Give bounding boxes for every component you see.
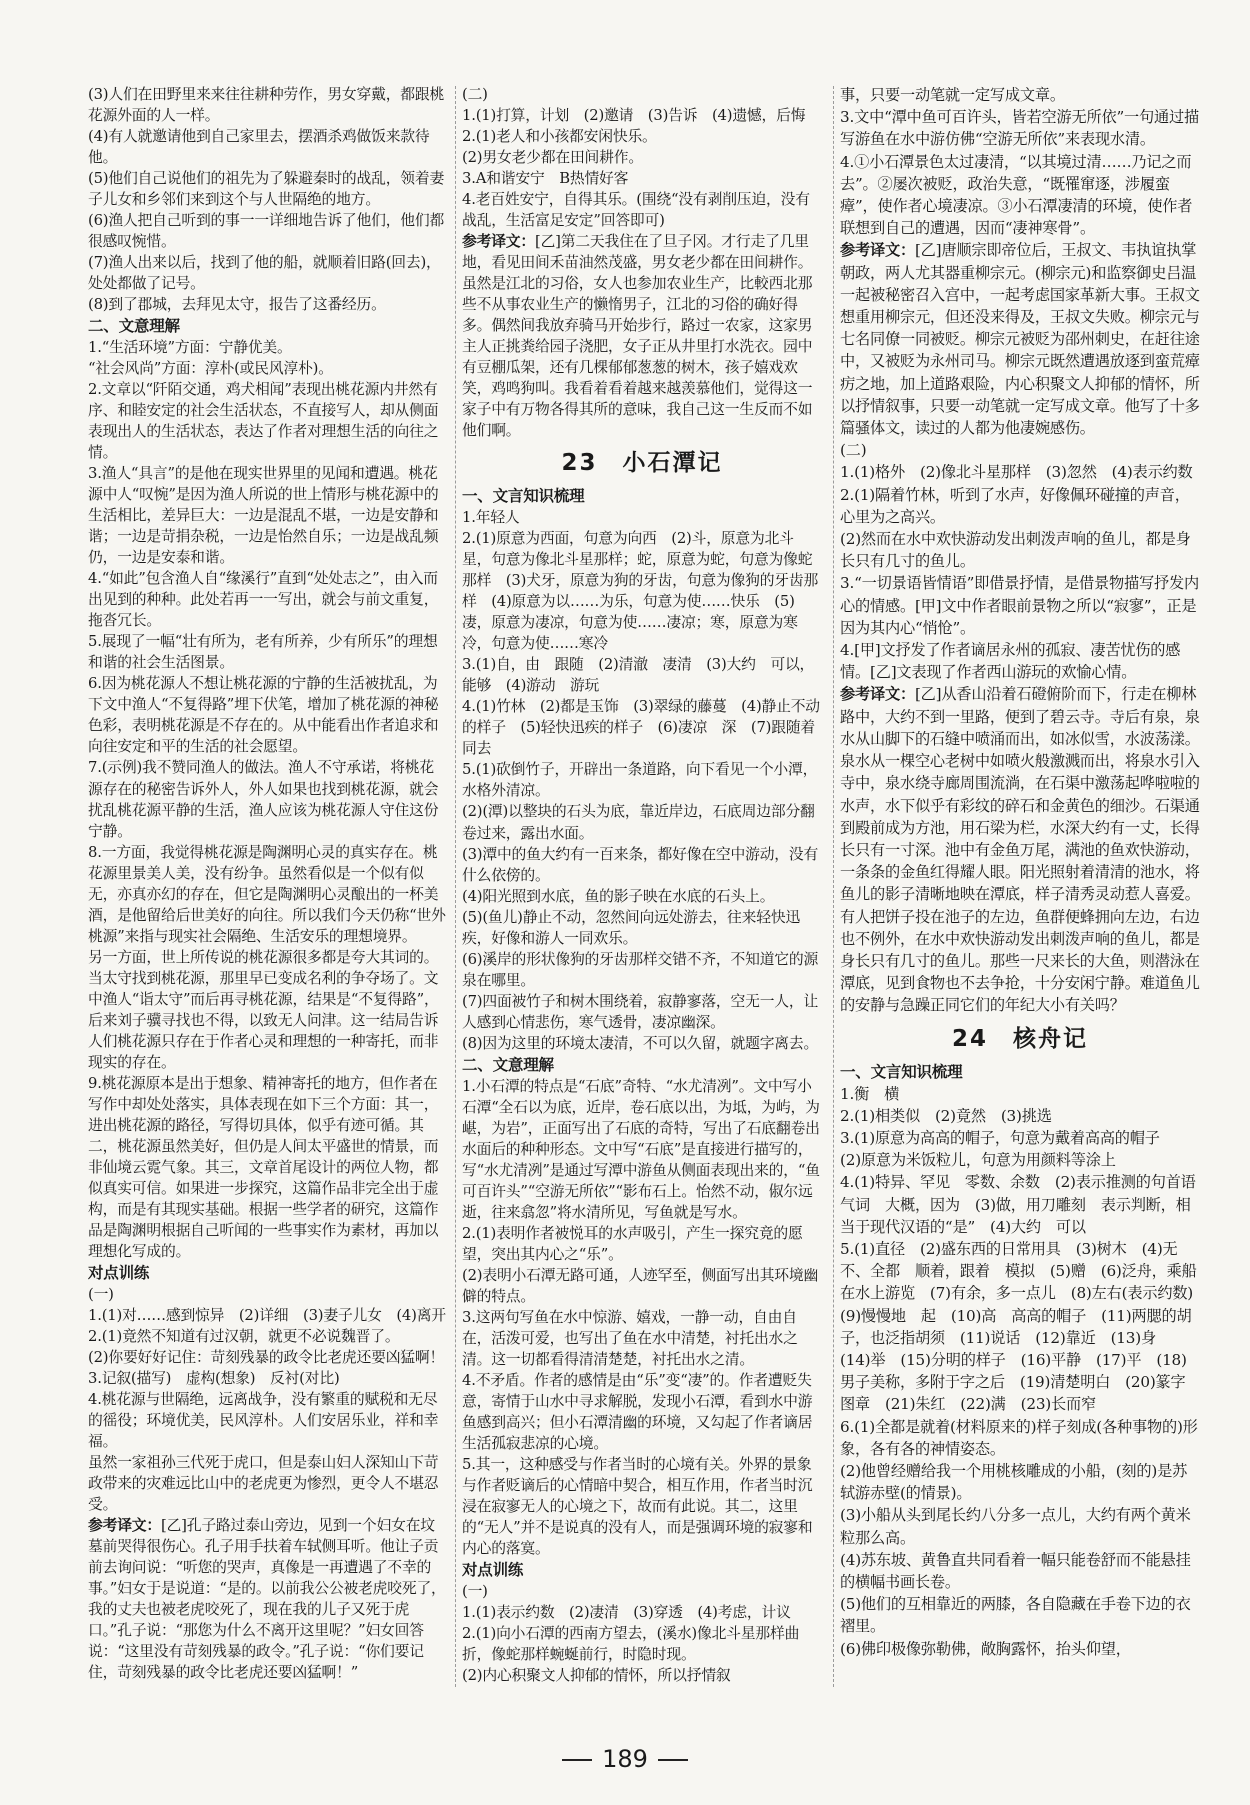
comprehension-answers: 1.小石潭的特点是“石底”奇特、“水尤清冽”。文中写小石潭“全石以为底，近岸，卷石底以出，为坻，为屿，为嵁，为岩”，正面写出了石底的奇特，写出了石底翻卷出水面后的种种形态。文中写“石底”是直接进行描写的，写“水尤清冽”是通过写潭中游鱼从侧面表现出来的，“鱼可百许头”“空游无所依”“影布石上。怡然不动，俶尔远逝，往来翕忽”将水清所见，写鱼就是写水。 2.(1)表明作者被悦耳的水声吸引，产生一探究竟的愿望，突出其内心之“乐”。 (2)表明小石潭无路可通，人迹罕至，侧面写出其环境幽僻的特点。 3.这两句写鱼在水中惊游、嬉戏，一静一动，自由自在，活泼可爱，也写出了鱼在水中清楚，衬托出水之清。这一切都看得清清楚楚，衬托出水之清。 4.不矛盾。作者的感情是由“乐”变“凄”的。作者遭贬失意，寄情于山水中寻求解脱，发现小石潭，看到水中游鱼感到高兴；但小石潭清幽的环境，又勾起了作者谪居生活孤寂悲凉的心境。 5.其一，这种感受与作者当时的心境有关。外界的景象与作者贬谪后的心情暗中契合，相互作用，作者当时沉浸在寂寥无人的心境之下，故而有此说。其二，这里的“无人”并不是说真的没有人，而是强调环境的寂寥和内心的落寞。 (462, 1077, 820, 1558)
reference-translation-label: 参考译文： (88, 1517, 161, 1535)
section-heading-comprehension: 二、文意理解 (88, 317, 180, 336)
section-heading-classical-knowledge: 一、文言知识梳理 (840, 1062, 963, 1081)
page-number-dash (562, 1759, 592, 1761)
reference-translation-text: [乙]从香山沿着石磴俯阶而下，行走在柳林路中，大约不到一里路，便到了碧云寺。寺后有泉，泉水从山脚下的石缝中喷涌而出，如冰似雪，水波荡漾。泉水从一棵空心老树中如喷火般激溅而出，将泉水引入寺中，泉水绕寺廊周围流淌，在石渠中激荡起哗啦啦的水声，水下似乎有彩纹的碎石和金黄色的细沙。石渠通到殿前成为方池，用石梁为栏，水深大约有一丈，长得长只有一寸深。池中有金鱼万尾，满池的鱼欢快游动，一条条的金鱼红得耀人眼。阳光照射着清清的池水，将鱼儿的影子清晰地映在潭底，样子清秀灵动惹人喜爱。有人把饼子投在池子的左边，鱼群便蜂拥向左边，右边也不例外，在水中欢快游动发出刺泼声响的鱼儿，都是身长只有几寸的鱼儿。那些一尺来长的大鱼，则潜泳在潭底，见到食物也不去争抢，十分安闲宁静。难道鱼儿的安静与急躁正同它们的年纪大小有关吗？ (840, 685, 1200, 1015)
reference-translation (840, 683, 1200, 1016)
practice-answers-part2: (二) 1.(1)打算，计划 (2)邀请 (3)告诉 (4)遗憾，后悔 2.(1)老人和小孩都安闲快乐。 (2)男女老少都在田间耕作。 3.A和谐安宁 B热情好客 4.老百姓安宁，自得其乐。(围绕“没有剥削压迫，没有战乱，生活富足安定”回答即可) (462, 86, 810, 230)
reference-translation-text: [乙]第二天我住在了旦子冈。才行走了几里地，看见田间禾苗油然茂盛，男女老少都在田间耕作。虽然是江北的习俗，女人也参加农业生产，比較西北那些不从事农业生产的懒惰男子，江北的习俗的确好得多。偶然间我放弃骑马开始步行，路过一农家，这家男主人正挑粪给园子浇肥，女子正从井里打水洗衣。园中有豆棚瓜架，还有几棵郁郁葱葱的树木，孩子嬉戏欢笑，鸡鸣狗叫。我看着看着越来越羡慕他们，觉得这一家子中有万物各得其所的意味，我自己这一生反而不如他们啊。 (462, 233, 813, 440)
section-heading-comprehension: 二、文意理解 (462, 1055, 554, 1074)
section-heading-practice: 对点训练 (88, 1263, 150, 1282)
practice-answers-part2: (二) 1.(1)格外 (2)像北斗星那样 (3)忽然 (4)表示约数 2.(1)隔着竹林，听到了水声，好像佩环碰撞的声音，心里为之高兴。 (2)然而在水中欢快游动发出刺泼声响的鱼儿，都是身长只有几寸的鱼儿。 3.“一切景语皆情语”即借景抒情，是借景物描写抒发内心的情感。[甲]文中作者眼前景物之所以“寂寥”，正是因为其内心“悄怆”。 4.[甲]文抒发了作者谪居永州的孤寂、凄苦忧伤的感情。[乙]文表现了作者西山游玩的欢愉心情。 (840, 441, 1199, 682)
page-number (0, 1745, 1250, 1773)
classical-knowledge-answers: 1.衡 横 2.(1)相类似 (2)竟然 (3)挑选 3.(1)原意为高高的帽子，句意为戴着高高的帽子 (2)原意为米饭粒儿，句意为用颜料等涂上 4.(1)特异、罕见 零数、余数 (2)表示推测的句首语气词 大概，因为 (3)做，用刀雕刻 表示判断，相当于现代汉语的“是” (4)大约 可以 5.(1)直径 (2)盛东西的日常用具 (3)树木 (4)无不、全都 顺着，跟着 模拟 (5)赠 (6)泛舟，乘船在水上游览 (7)有余，多一点儿 (8)左右(表示约数) (9)慢慢地 起 (10)高 高高的帽子 (11)两腮的胡子，也泛指胡须 (11)说话 (12)靠近 (13)身 (14)举 (15)分明的样子 (16)平静 (17)平 (18)男子美称，多附于字之后 (19)清楚明白 (20)篆字图章 (21)朱红 (22)满 (23)长而窄 6.(1)全都是就着(材料原来的)样子刻成(各种事物的)形象，各有各的神情姿态。 (2)他曾经赠给我一个用桃核雕成的小船，(刻的)是苏轼游赤壁(的情景)。 (3)小船从头到尾长约八分多一点儿，大约有两个黄米粒那么高。 (4)苏东坡、黄鲁直共同看着一幅只能卷舒而不能悬挂的横幅书画长卷。 (5)他们的互相靠近的两膝，各自隐藏在手卷下边的衣褶里。 (6)佛印极像弥勒佛，敞胸露怀，抬头仰望， (840, 1084, 1198, 1658)
column-left (88, 84, 448, 1683)
column-right (840, 84, 1200, 1660)
comprehension-answers: 1.“生活环境”方面：宁静优美。 “社会风尚”方面：淳朴(或民风淳朴)。 2.文章以“阡陌交通，鸡犬相闻”表现出桃花源内井然有序、和睦安定的社会生活状态，不直接写人，却从侧面表现出人的生活状态，表达了作者对理想生活的向往之情。 3.渔人“具言”的是他在现实世界里的见闻和遭遇。桃花源中人“叹惋”是因为渔人所说的世上情形与桃花源中的生活相比，差异巨大：一边是混乱不堪，一边是安静和谐；一边是苛捐杂税，一边是怡然自乐；一边是战乱频仍，一边是安泰和谐。 4.“如此”包含渔人自“缘溪行”直到“处处志之”，由入而出见到的种种。此处若再一一写出，就会与前文重复，拖沓冗长。 5.展现了一幅“壮有所为，老有所养，少有所乐”的理想和谐的社会生活图景。 6.因为桃花源人不想让桃花源的宁静的生活被扰乱，为下文中渔人“不复得路”埋下伏笔，增加了桃花源的神秘色彩，表明桃花源是不存在的。从中能看出作者追求和向往安定和平的生活的社会愿望。 7.(示例)我不赞同渔人的做法。渔人不守承诺，将桃花源存在的秘密告诉外人，外人如果也找到桃花源，就会扰乱桃花源平静的生活，渔人应该为桃花源人守住这份宁静。 8.一方面，我觉得桃花源是陶渊明心灵的真实存在。桃花源里景美人美，没有纷争。虽然看似是一个似有似无，亦真亦幻的存在，但它是陶渊明心灵酿出的一杯美酒，是他留给后世美好的向往。所以我们今天仍称“世外桃源”来指与现实社会隔绝、生活安乐的理想境界。 另一方面，世上所传说的桃花源很多都是夸大其词的。当太守找到桃花源，那里早已变成名利的争夺场了。文中渔人“诣太守”而后再寻桃花源，结果是“不复得路”，后来刘子骥寻找也不得，以致无人问津。这一结局告诉人们桃花源只存在于作者心灵和理想的一种寄托，而非现实的存在。 9.桃花源原本是出于想象、精神寄托的地方，但作者在写作中却处处落实，具体表现在如下三个方面：其一，进出桃花源的路径，写得切具体，似乎有迹可循。其二，桃花源虽然美好，但仍是人间太平盛世的情景，而非仙境云霓气象。其三，文章首尾设计的两位人物，都似真实可信。如果进一步探究，这篇作品非完全出于虚构，而是有其现实基础。根据一些学者的研究，这篇作品是陶渊明根据自己听闻的一些事实作为素材，再加以理想化写成的。 (88, 339, 446, 1260)
reference-translation (840, 239, 1200, 439)
reference-translation-label: 参考译文： (840, 685, 915, 704)
section-heading-classical-knowledge: 一、文言知识梳理 (462, 487, 585, 506)
peach-blossom-translation-end: (3)人们在田野里来来往往耕种劳作，男女穿戴，都跟桃花源外面的人一样。 (4)有人就邀请他到自己家里去，摆酒杀鸡做饭来款待他。 (5)他们自己说他们的祖先为了躲避秦时的战乱，领着妻子儿女和乡邻们来到这个与人世隔绝的地方。 (6)渔人把自己听到的事一一详细地告诉了他们，他们都很感叹惋惜。 (7)渔人出来以后，找到了他的船，就顺着旧路(回去)，处处都做了记号。 (8)到了郡城，去拜见太守，报告了这番经历。 (88, 86, 445, 314)
practice-answers: (一) 1.(1)对……感到惊异 (2)详细 (3)妻子儿女 (4)离开 2.(1)竟然不知道有过汉朝，就更不必说魏晋了。 (2)你要好好记住：苛刻残暴的政令比老虎还要凶猛啊！ 3.记叙(描写) 虚构(想象) 反衬(对比) 4.桃花源与世隔绝，远离战争，没有繁重的赋税和无尽的徭役；环境优美，民风淳朴。人们安居乐业，祥和幸福。 虽然一家祖孙三代死于虎口，但是泰山妇人深知山下苛政带来的灾难远比山中的老虎更为惨烈，更令人不堪忍受。 (88, 1285, 446, 1514)
reference-translation (88, 1515, 448, 1683)
classical-knowledge-answers: 1.年轻人 2.(1)原意为西面，句意为向西 (2)斗，原意为北斗星，句意为像北斗星那样；蛇，原意为蛇，句意为像蛇那样 (3)犬牙，原意为狗的牙齿，句意为像狗的牙齿那样 (4)原意为以……为乐，句意为使……快乐 (5)凄，原意为凄凉，句意为使……凄凉；寒，原意为寒冷，句意为使……寒冷 3.(1)自，由 跟随 (2)清澈 凄清 (3)大约 可以，能够 (4)游动 游玩 4.(1)竹林 (2)都是玉饰 (3)翠绿的藤蔓 (4)静止不动的样子 (5)轻快迅疾的样子 (6)凄凉 深 (7)跟随着同去 5.(1)砍倒竹子，开辟出一条道路，向下看见一个小潭，水格外清凉。 (2)(潭)以整块的石头为底，靠近岸边，石底周边部分翻卷过来，露出水面。 (3)潭中的鱼大约有一百来条，都好像在空中游动，没有什么依傍的。 (4)阳光照到水底，鱼的影子映在水底的石头上。 (5)(鱼儿)静止不动，忽然间向远处游去，往来轻快迅疾，好像和游人一同欢乐。 (6)溪岸的形状像狗的牙齿那样交错不齐，不知道它的源泉在哪里。 (7)四面被竹子和树木围绕着，寂静寥落，空无一人，让人感到心情悲伤，寒气透骨，凄凉幽深。 (8)因为这里的环境太凄清，不可以久留，就题字离去。 (462, 509, 820, 1052)
column-divider (455, 86, 456, 1687)
reference-translation-label: 参考译文： (840, 241, 915, 260)
lesson-title-23: 23 小石潭记 (561, 450, 723, 477)
column-divider (833, 86, 834, 1687)
section-heading-practice: 对点训练 (462, 1561, 524, 1580)
reference-translation-label: 参考译文： (462, 233, 535, 251)
practice-answers-continued: 事，只要一动笔就一定写成文章。 3.文中“潭中鱼可百许头，皆若空游无所依”一句通过描写游鱼在水中游仿佛“空游无所依”来表现水清。 4.①小石潭景色太过凄清，“以其境过清……乃记之而去”。②屡次被贬，政治失意，“既罹窜逐，涉履蛮瘴”，使作者心境凄凉。③小石潭凄清的环境，使作者联想到自己的遭遇，因而“凄神寒骨”。 (840, 86, 1199, 238)
reference-translation-text: [乙]孔子路过泰山旁边，见到一个妇女在坟墓前哭得很伤心。孔子用手扶着车轼侧耳听。他让子贡前去询问说：“听您的哭声，真像是一再遭遇了不幸的事。”妇女于是说道：“是的。以前我公公被老虎咬死了，我的丈夫也被老虎咬死了，现在我的儿子又死于虎口。”孔子说：“那您为什么不离开这里呢？”妇女回答说：“这里没有苛刻残暴的政令。”孔子说：“你们要记住，苛刻残暴的政令比老虎还要凶猛啊！” (88, 1517, 446, 1682)
reference-translation (462, 231, 822, 441)
lesson-title-24: 24 核舟记 (951, 1025, 1088, 1052)
practice-answers: (一) 1.(1)表示约数 (2)凄清 (3)穿透 (4)考虑，计议 2.(1)向小石潭的西南方望去，(溪水)像北斗星那样曲折，像蛇那样蜿蜒前行，时隐时现。 (2)内心积聚文人抑郁的情怀，所以抒情叙 (462, 1583, 800, 1685)
page-number-dash (658, 1759, 688, 1761)
page-number-value: 189 (602, 1745, 648, 1773)
reference-translation-text: [乙]唐顺宗即帝位后，王叔文、韦执谊执掌朝政，两人尤其器重柳宗元。(柳宗元)和监察御史吕温一起被秘密召入宫中，一起考虑国家革新大事。王叔文想重用柳宗元，但还没来得及，王叔文失败。柳宗元与七名同僚一同被贬。柳宗元被贬为邵州刺史，在赶往途中，又被贬为永州司马。柳宗元既然遭遇放逐到蛮荒瘴疠之地，加上道路艰险，内心积聚文人抑郁的情怀，所以抒情叙事，只要一动笔就一定写成文章。他写了十多篇骚体文，读过的人都为他凄婉感伤。 (840, 241, 1200, 438)
column-middle (462, 84, 822, 1686)
